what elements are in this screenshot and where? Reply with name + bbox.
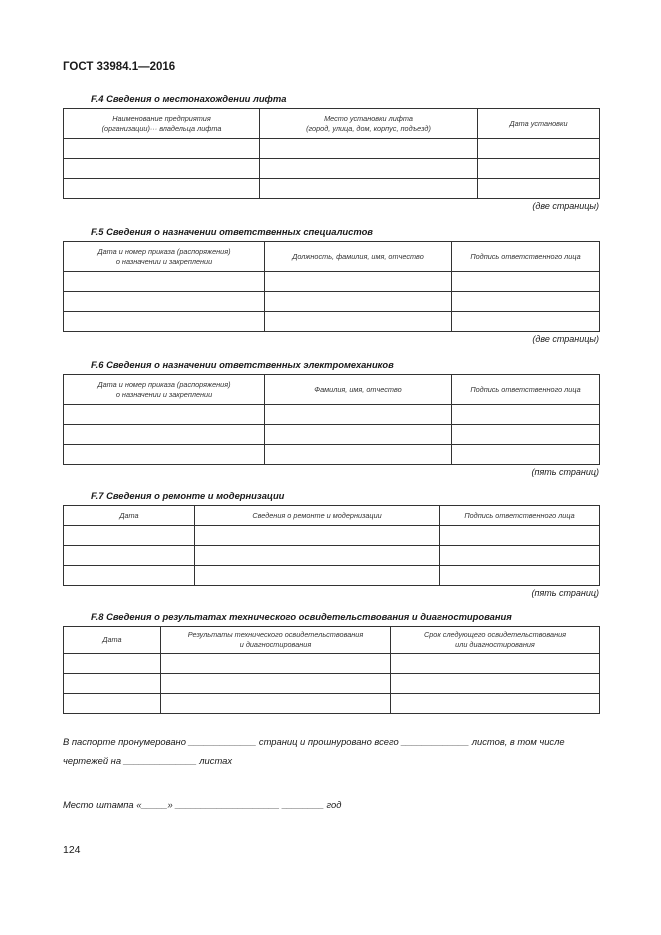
footer-line-pages: В паспорте пронумеровано _____________ страниц и прошнуровано всего _____________ листов, в том числе — [63, 736, 565, 747]
table-row — [64, 292, 600, 312]
section-title: F.5 Сведения о назначении ответственных специалистов — [91, 226, 373, 237]
table-cell[interactable] — [64, 526, 195, 546]
page-number: 124 — [63, 844, 81, 856]
column-header: Дата установки — [478, 109, 600, 139]
table-cell[interactable] — [391, 674, 600, 694]
table-row — [64, 405, 600, 425]
table-row — [64, 654, 600, 674]
column-header: Фамилия, имя, отчество — [265, 375, 452, 405]
table-cell[interactable] — [265, 272, 452, 292]
column-header: Дата — [64, 506, 195, 526]
table-cell[interactable] — [260, 159, 478, 179]
form-table — [63, 108, 600, 199]
table-row — [64, 566, 600, 586]
table-cell[interactable] — [452, 312, 600, 332]
table-cell[interactable] — [161, 654, 391, 674]
column-header: Место установки лифта (город, улица, дом, корпус, подъезд) — [260, 109, 478, 139]
table-cell[interactable] — [64, 312, 265, 332]
table-cell[interactable] — [195, 546, 440, 566]
footer-line-drawings: чертежей на ______________ листах — [63, 755, 233, 766]
form-table — [63, 626, 600, 714]
column-header: Дата и номер приказа (распоряжения) о назначении и закреплении — [64, 242, 265, 272]
table-cell[interactable] — [452, 445, 600, 465]
column-header: Дата и номер приказа (распоряжения) о назначении и закреплении — [64, 375, 265, 405]
table-cell[interactable] — [391, 654, 600, 674]
table-cell[interactable] — [64, 566, 195, 586]
table-row — [64, 694, 600, 714]
table-cell[interactable] — [64, 425, 265, 445]
table-cell[interactable] — [440, 526, 600, 546]
table-cell[interactable] — [452, 425, 600, 445]
table-cell[interactable] — [452, 405, 600, 425]
section-title: F.7 Сведения о ремонте и модернизации — [91, 490, 285, 501]
table-row — [64, 445, 600, 465]
table-cell[interactable] — [265, 312, 452, 332]
form-table — [63, 374, 600, 465]
table-cell[interactable] — [64, 159, 260, 179]
pages-note: (две страницы) — [532, 334, 599, 344]
table-row — [64, 674, 600, 694]
table-header-row — [64, 242, 600, 272]
table-cell[interactable] — [260, 179, 478, 199]
table-cell[interactable] — [452, 272, 600, 292]
column-header: Должность, фамилия, имя, отчество — [265, 242, 452, 272]
table-cell[interactable] — [265, 425, 452, 445]
table-cell[interactable] — [64, 654, 161, 674]
table-header-row — [64, 627, 600, 654]
section-title: F.8 Сведения о результатах технического освидетельствования и диагностирования — [91, 611, 512, 622]
table-cell[interactable] — [195, 566, 440, 586]
section-title: F.6 Сведения о назначении ответственных электромехаников — [91, 359, 394, 370]
column-header: Результаты технического освидетельствования и диагностирования — [161, 627, 391, 654]
table-cell[interactable] — [265, 292, 452, 312]
table-cell[interactable] — [452, 292, 600, 312]
table-row — [64, 159, 600, 179]
table-cell[interactable] — [440, 566, 600, 586]
table-cell[interactable] — [265, 445, 452, 465]
form-table — [63, 241, 600, 332]
table-row — [64, 546, 600, 566]
table-row — [64, 272, 600, 292]
table-cell[interactable] — [440, 546, 600, 566]
footer-line-stamp: Место штампа «_____» ____________________ ________ год — [63, 799, 342, 810]
table-cell[interactable] — [64, 179, 260, 199]
table-cell[interactable] — [478, 179, 600, 199]
pages-note: (пять страниц) — [531, 588, 599, 598]
table-cell[interactable] — [64, 139, 260, 159]
table-cell[interactable] — [260, 139, 478, 159]
table-cell[interactable] — [64, 694, 161, 714]
column-header: Срок следующего освидетельствования или диагностирования — [391, 627, 600, 654]
column-header: Подпись ответственного лица — [452, 242, 600, 272]
table-cell[interactable] — [64, 445, 265, 465]
column-header: Подпись ответственного лица — [452, 375, 600, 405]
table-cell[interactable] — [195, 526, 440, 546]
table-cell[interactable] — [64, 546, 195, 566]
pages-note: (две страницы) — [532, 201, 599, 211]
table-row — [64, 526, 600, 546]
table-row — [64, 179, 600, 199]
form-table — [63, 505, 600, 586]
table-header-row — [64, 109, 600, 139]
table-cell[interactable] — [161, 694, 391, 714]
table-cell[interactable] — [478, 159, 600, 179]
table-cell[interactable] — [265, 405, 452, 425]
section-title: F.4 Сведения о местонахождении лифта — [91, 93, 287, 104]
column-header: Сведения о ремонте и модернизации — [195, 506, 440, 526]
doc-code: ГОСТ 33984.1—2016 — [63, 61, 176, 73]
column-header: Наименование предприятия (организации)··· владельца лифта — [64, 109, 260, 139]
table-row — [64, 139, 600, 159]
table-row — [64, 312, 600, 332]
table-header-row — [64, 506, 600, 526]
table-cell[interactable] — [161, 674, 391, 694]
column-header: Подпись ответственного лица — [440, 506, 600, 526]
table-cell[interactable] — [64, 405, 265, 425]
pages-note: (пять страниц) — [531, 467, 599, 477]
table-header-row — [64, 375, 600, 405]
table-cell[interactable] — [478, 139, 600, 159]
table-cell[interactable] — [391, 694, 600, 714]
table-cell[interactable] — [64, 292, 265, 312]
table-cell[interactable] — [64, 674, 161, 694]
table-row — [64, 425, 600, 445]
column-header: Дата — [64, 627, 161, 654]
table-cell[interactable] — [64, 272, 265, 292]
